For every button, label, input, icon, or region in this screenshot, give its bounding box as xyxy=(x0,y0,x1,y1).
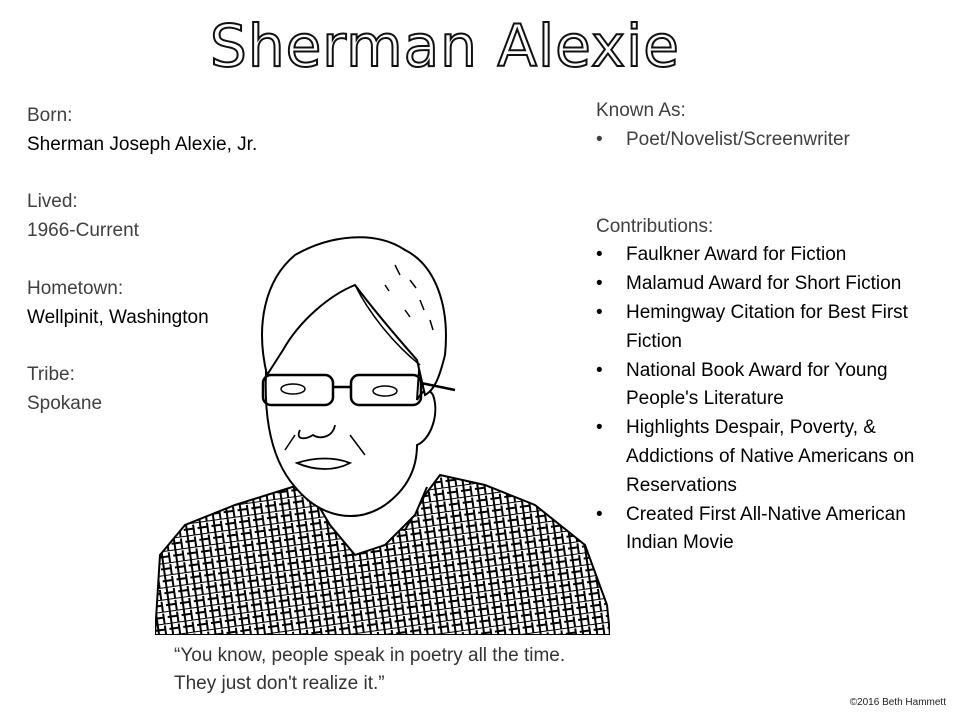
quote xyxy=(174,642,565,698)
contributions-list xyxy=(596,241,946,558)
bullet-icon: • xyxy=(596,244,603,266)
list-item xyxy=(596,241,946,270)
fact-label: Born: xyxy=(27,105,73,126)
list-item-text: Faulkner Award for Fiction xyxy=(626,244,847,266)
fact-label: Lived: xyxy=(27,191,78,213)
bullet-icon: • xyxy=(596,128,603,150)
list-item-text: Malamud Award for Short Fiction xyxy=(626,273,902,295)
list-item xyxy=(596,501,946,559)
list-item-text: Created First All-Native American Indian Movie xyxy=(626,503,906,554)
quote-line-2: They just don't realize it.” xyxy=(174,673,385,694)
list-item-text: Hemingway Citation for Best First Fiction xyxy=(626,301,908,352)
copyright: ©2016 Beth Hammett xyxy=(849,697,946,708)
list-item xyxy=(596,126,946,155)
list-item-text: Poet/Novelist/Screenwriter xyxy=(626,128,850,150)
quote-line-1: “You know, people speak in poetry all the time. xyxy=(174,645,566,666)
contributions-heading: Contributions: xyxy=(596,215,714,237)
fact-value: Wellpinit, Washington xyxy=(27,306,209,328)
list-item-text: Highlights Despair, Poverty, & Addictions of Native Americans on Reservations xyxy=(626,417,915,496)
fact-value: 1966-Current xyxy=(27,220,139,242)
bullet-icon: • xyxy=(596,359,603,381)
known-as-list xyxy=(596,126,946,155)
list-item xyxy=(596,414,946,500)
fact-label: Hometown: xyxy=(27,277,124,299)
list-item xyxy=(596,299,946,357)
fact-value: Spokane xyxy=(27,392,103,414)
bullet-icon: • xyxy=(596,301,603,323)
list-item xyxy=(596,357,946,415)
title-text: Sherman Alexie xyxy=(210,12,680,80)
portrait-icon xyxy=(155,225,610,635)
list-item xyxy=(596,270,946,299)
bullet-icon: • xyxy=(596,503,603,525)
list-item-text: National Book Award for Young People's Literature xyxy=(626,359,888,410)
fact-label: Tribe: xyxy=(27,364,75,386)
portrait-sketch xyxy=(155,225,610,635)
bullet-icon: • xyxy=(596,273,603,295)
bullet-icon: • xyxy=(596,417,603,439)
achievements xyxy=(596,97,946,558)
fact-born xyxy=(27,102,267,159)
fact-value: Sherman Joseph Alexie, Jr. xyxy=(27,133,258,155)
page-title xyxy=(0,6,900,86)
known-as-heading: Known As: xyxy=(596,100,686,121)
